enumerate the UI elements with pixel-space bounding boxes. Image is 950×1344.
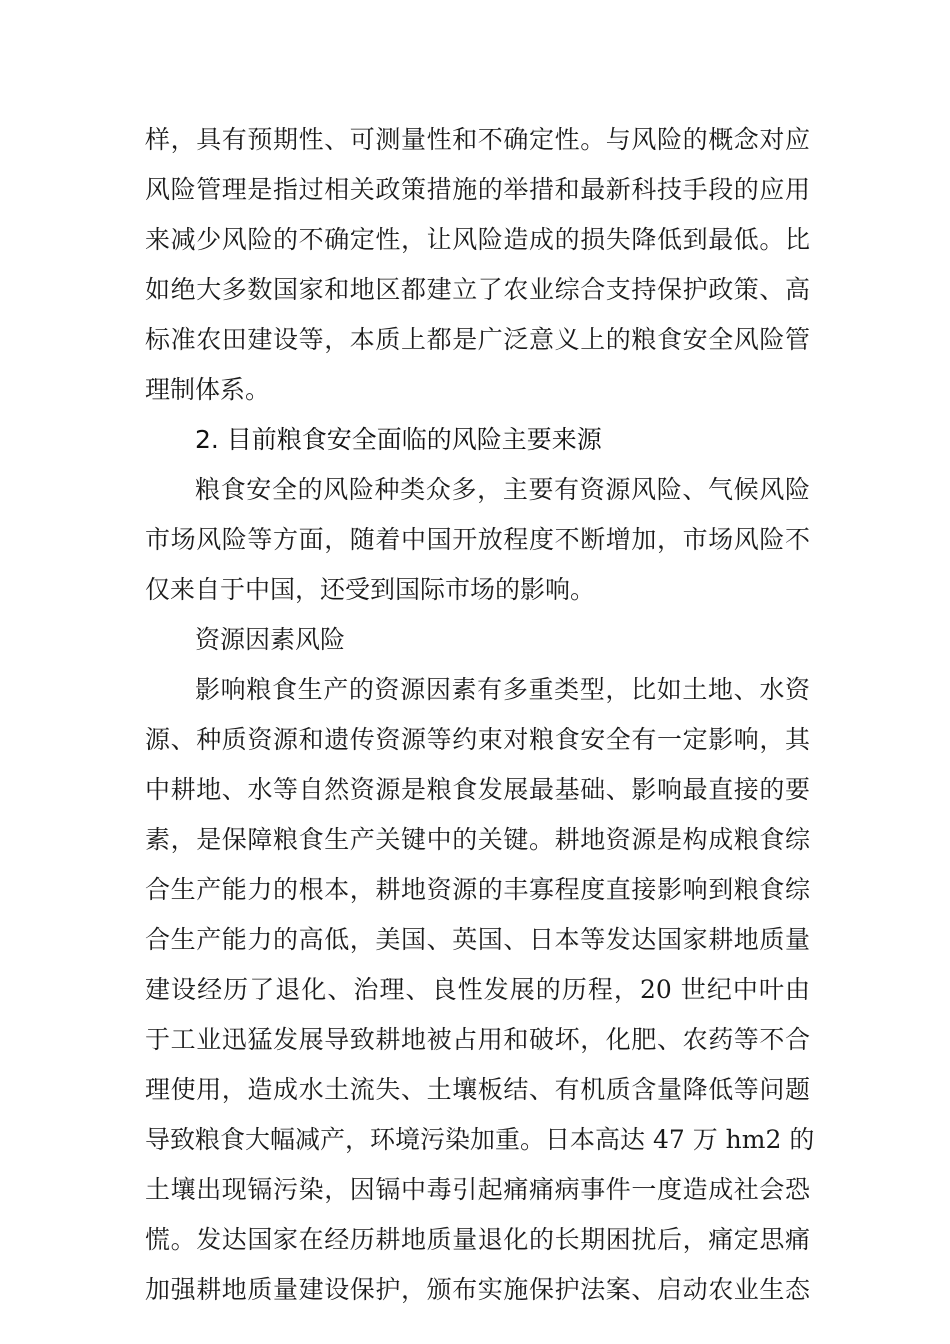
paragraph-line: 理使用，造成水土流失、土壤板结、有机质含量降低等问题 xyxy=(145,1075,810,1104)
subsection-heading: 资源因素风险 xyxy=(195,625,346,654)
paragraph-line: 中耕地、水等自然资源是粮食发展最基础、影响最直接的要 xyxy=(145,775,810,804)
paragraph-line: 于工业迅猛发展导致耕地被占用和破坏，化肥、农药等不合 xyxy=(145,1025,810,1054)
paragraph-line: 加强耕地质量建设保护，颁布实施保护法案、启动农业生态 xyxy=(145,1275,810,1304)
paragraph-line: 合生产能力的高低，美国、英国、日本等发达国家耕地质量 xyxy=(145,925,810,954)
paragraph-line: 仅来自于中国，还受到国际市场的影响。 xyxy=(145,575,596,604)
paragraph-line: 合生产能力的根本，耕地资源的丰寡程度直接影响到粮食综 xyxy=(145,875,810,904)
paragraph-line: 标准农田建设等，本质上都是广泛意义上的粮食安全风险管 xyxy=(145,325,810,354)
paragraph-line: 市场风险等方面，随着中国开放程度不断增加，市场风险不 xyxy=(145,525,810,554)
paragraph-line: 来减少风险的不确定性，让风险造成的损失降低到最低。比 xyxy=(145,225,810,254)
paragraph-line: 影响粮食生产的资源因素有多重类型，比如土地、水资 xyxy=(195,675,810,704)
paragraph-line: 土壤出现镉污染，因镉中毒引起痛痛病事件一度造成社会恐 xyxy=(145,1175,810,1204)
paragraph-line: 粮食安全的风险种类众多，主要有资源风险、气候风险 xyxy=(195,475,810,504)
paragraph-line: 导致粮食大幅减产，环境污染加重。日本高达 47 万 hm2 的 xyxy=(145,1125,815,1154)
paragraph-line: 源、种质资源和遗传资源等约束对粮食安全有一定影响，其 xyxy=(145,725,810,754)
paragraph-line: 样，具有预期性、可测量性和不确定性。与风险的概念对应 xyxy=(145,125,810,154)
paragraph-line: 建设经历了退化、治理、良性发展的历程，20 世纪中叶由 xyxy=(145,975,810,1004)
paragraph-line: 慌。发达国家在经历耕地质量退化的长期困扰后，痛定思痛 xyxy=(145,1225,810,1254)
paragraph-line: 素，是保障粮食生产关键中的关键。耕地资源是构成粮食综 xyxy=(145,825,810,854)
paragraph-line: 理制体系。 xyxy=(145,375,271,404)
paragraph-line: 如绝大多数国家和地区都建立了农业综合支持保护政策、高 xyxy=(145,275,810,304)
section-heading: 2. 目前粮食安全面临的风险主要来源 xyxy=(195,425,602,454)
paragraph-line: 风险管理是指过相关政策措施的举措和最新科技手段的应用 xyxy=(145,175,810,204)
